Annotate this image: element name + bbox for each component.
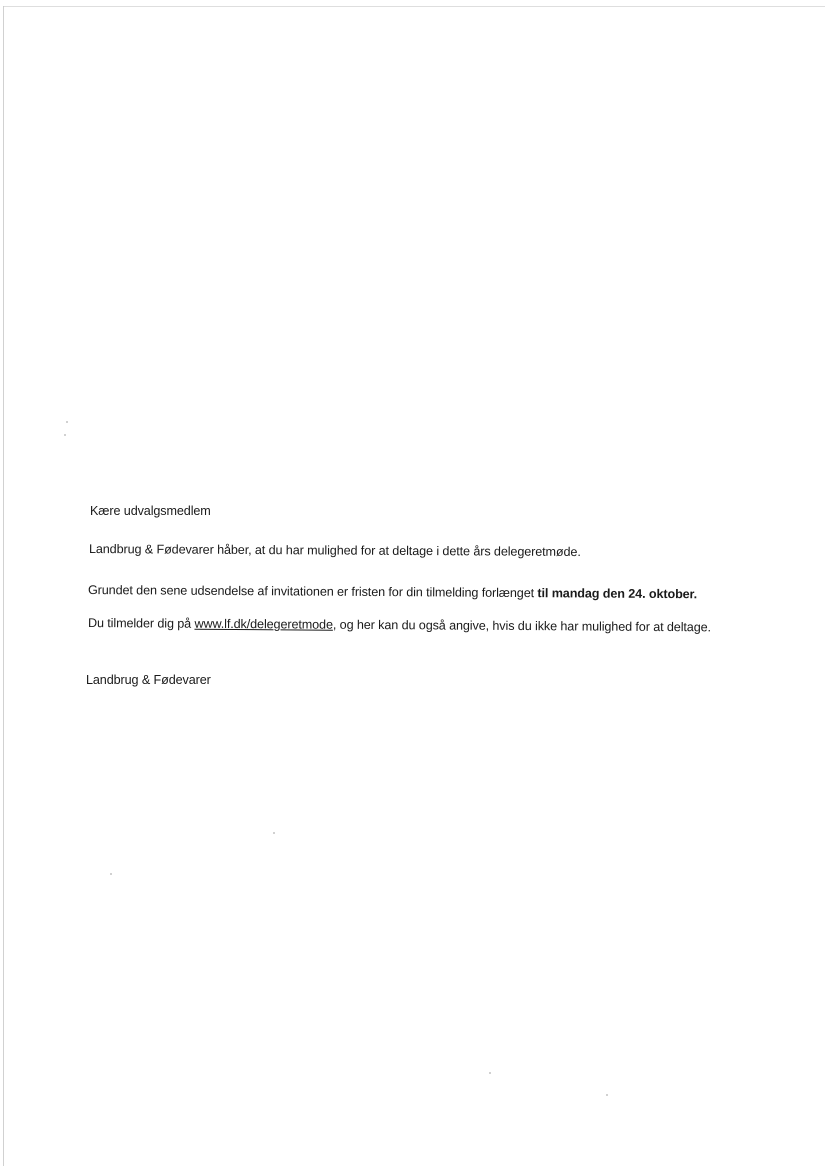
paragraph-invitation: Landbrug & Fødevarer håber, at du har mulighed for at deltage i dette års delegeretmøde. [88, 542, 581, 560]
scan-edge-left [3, 6, 4, 1166]
registration-link[interactable]: www.lf.dk/delegeretmode [194, 616, 333, 632]
scan-speck [489, 1072, 491, 1074]
signature: Landbrug & Fødevarer [86, 673, 211, 687]
scan-speck [64, 434, 66, 436]
scan-speck [273, 832, 275, 834]
scan-speck [110, 873, 112, 875]
paragraph-registration [88, 615, 711, 635]
scan-speck [66, 421, 68, 423]
registration-text-after: , og her kan du også angive, hvis du ikke har mulighed for at deltage. [332, 617, 712, 635]
scan-speck [606, 1094, 608, 1096]
deadline-text: Grundet den sene udsendelse af invitationen er fristen for din tilmelding forlænget [87, 583, 538, 601]
paragraph-deadline [88, 582, 697, 602]
registration-text-before: Du tilmelder dig på [87, 616, 195, 631]
deadline-date: til mandag den 24. oktober. [537, 586, 698, 602]
scan-edge-top [3, 6, 825, 7]
greeting: Kære udvalgsmedlem [90, 504, 211, 518]
